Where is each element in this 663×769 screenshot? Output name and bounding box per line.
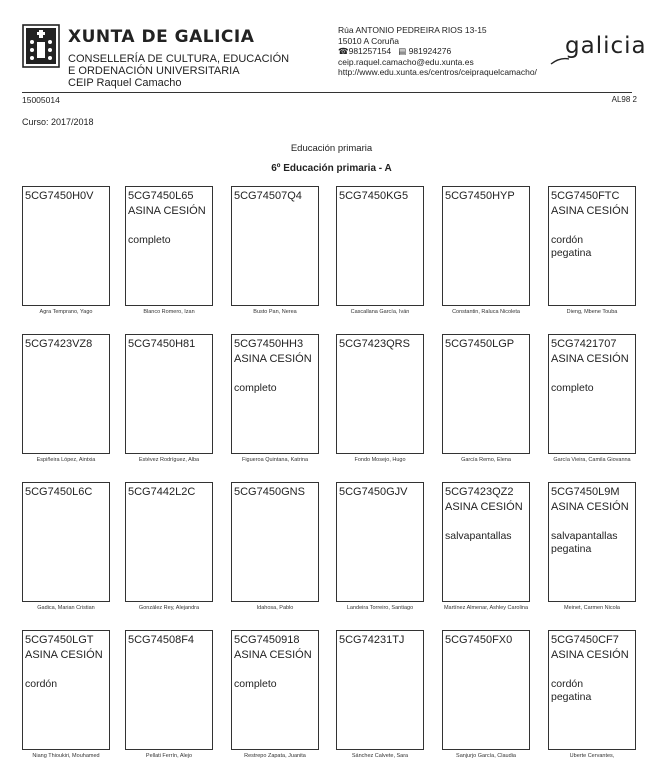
- student-name: Blanco Romero, Izan: [143, 309, 195, 315]
- contact-block: [338, 25, 537, 78]
- department-line-2: E ORDENACIÓN UNIVERSITARIA: [68, 65, 240, 77]
- student-card: [442, 482, 530, 602]
- phone-fax-line: [338, 46, 537, 57]
- fax-number: 981924276: [408, 46, 452, 56]
- device-serial: 5CG7450918: [234, 634, 300, 646]
- student-card: [336, 334, 424, 454]
- student-card: [231, 334, 319, 454]
- student-card: [336, 630, 424, 750]
- class-group-title: 6º Educación primaria - A: [271, 163, 392, 174]
- device-serial: 5CG7450GJV: [339, 486, 408, 498]
- web-address: http://www.edu.xunta.es/centros/ceipraquelcamacho/: [338, 67, 537, 77]
- student-name: Martínez Almenar, Ashley Carolina: [443, 605, 529, 611]
- student-name: Fondo Mosejo, Hugo: [354, 457, 406, 463]
- device-serial: 5CG7421707: [551, 338, 617, 350]
- device-serial: 5CG7450LGT: [25, 634, 94, 646]
- xunta-crest-logo: [22, 24, 60, 68]
- student-card: [442, 334, 530, 454]
- student-name: García Remo, Elena: [461, 457, 511, 463]
- student-card: [336, 482, 424, 602]
- email-address: ceip.raquel.camacho@edu.xunta.es: [338, 56, 474, 67]
- consent-label: ASINA CESIÓN: [25, 649, 103, 661]
- student-name: Figueroa Quintana, Katrina: [241, 457, 309, 463]
- device-serial: 5CG7450KG5: [339, 190, 409, 202]
- consent-label: ASINA CESIÓN: [551, 501, 629, 513]
- header-divider: [22, 92, 632, 93]
- phone-number: 981257154: [348, 46, 392, 56]
- fax-icon: ▤: [398, 46, 407, 56]
- device-serial: 5CG7450FX0: [445, 634, 513, 646]
- student-name: González Rey, Alejandra: [138, 605, 200, 611]
- student-card: [231, 482, 319, 602]
- student-card: [125, 482, 213, 602]
- device-serial: 5CG7450L9M: [551, 486, 620, 498]
- student-name: Constantin, Raluca Nicoleta: [452, 309, 520, 315]
- school-year: Curso: 2017/2018: [22, 117, 94, 127]
- student-card: [442, 630, 530, 750]
- card-notes: completo: [234, 382, 277, 394]
- student-name: Sanjurjo García, Claudia: [456, 753, 516, 759]
- device-serial: 5CG7450HYP: [445, 190, 515, 202]
- consent-label: ASINA CESIÓN: [445, 501, 523, 513]
- device-serial: 5CG7450L6C: [25, 486, 93, 498]
- consent-label: ASINA CESIÓN: [234, 649, 312, 661]
- device-serial: 5CG74508F4: [128, 634, 195, 646]
- device-serial: 5CG7423QZ2: [445, 486, 514, 498]
- student-name: Espiñeira López, Aintxia: [36, 457, 96, 463]
- student-name: Meinet, Carmen Nicola: [564, 605, 620, 611]
- card-notes: completo: [551, 382, 594, 394]
- device-serial: 5CG7450LGP: [445, 338, 515, 350]
- student-card: [548, 186, 636, 306]
- school-name: CEIP Raquel Camacho: [68, 77, 182, 89]
- org-name: XUNTA DE GALICIA: [68, 27, 255, 47]
- student-card: [125, 334, 213, 454]
- card-notes: salvapantallas: [445, 530, 512, 542]
- address-line-2: 15010 A Coruña: [338, 35, 399, 46]
- student-card: [231, 630, 319, 750]
- student-card: [22, 186, 110, 306]
- student-name: García Vieira, Camila Giovanna: [553, 457, 631, 463]
- address-line-1: Rúa ANTONIO PEDREIRA RIOS 13-15: [338, 25, 487, 35]
- consent-label: ASINA CESIÓN: [551, 649, 629, 661]
- student-card: [548, 482, 636, 602]
- document-code: AL98 2: [611, 95, 637, 104]
- phone-icon: ☎: [338, 46, 349, 56]
- card-notes: cordón pegatina: [551, 678, 592, 703]
- student-name: Cascallana García, Iván: [350, 309, 410, 315]
- student-card: [125, 630, 213, 750]
- device-serial: 5CG74507Q4: [234, 190, 302, 202]
- student-name: Dieng, Mbene Touba: [566, 309, 618, 315]
- student-card: [22, 334, 110, 454]
- device-serial: 5CG7450GNS: [234, 486, 305, 498]
- device-serial: 5CG7450L65: [128, 190, 194, 202]
- card-notes: completo: [128, 234, 171, 246]
- student-name: Sánchez Calvete, Sara: [351, 753, 409, 759]
- school-code: 15005014: [22, 95, 60, 105]
- consent-label: ASINA CESIÓN: [128, 205, 206, 217]
- student-card: [125, 186, 213, 306]
- device-serial: 5CG7450CF7: [551, 634, 619, 646]
- student-name: Landeira Torreiro, Santiago: [346, 605, 414, 611]
- student-name: Idahosa, Pablo: [256, 605, 294, 611]
- device-serial: 5CG7442L2C: [128, 486, 196, 498]
- student-name: Restrepo Zapata, Juanita: [244, 753, 306, 759]
- education-level: Educación primaria: [290, 143, 373, 154]
- consent-label: ASINA CESIÓN: [234, 353, 312, 365]
- device-serial: 5CG7450H0V: [25, 190, 94, 202]
- card-notes: cordón pegatina: [551, 234, 592, 259]
- department-line-1: CONSELLERÍA DE CULTURA, EDUCACIÓN: [68, 53, 290, 65]
- student-card: [548, 334, 636, 454]
- student-name: Busto Pan, Nerea: [253, 309, 297, 315]
- student-card: [336, 186, 424, 306]
- device-serial: 5CG7450H81: [128, 338, 196, 350]
- student-card: [548, 630, 636, 750]
- student-name: Uberte Cervantes,: [569, 753, 615, 759]
- student-card: [231, 186, 319, 306]
- card-notes: completo: [234, 678, 277, 690]
- device-serial: 5CG7423VZ8: [25, 338, 93, 350]
- consent-label: ASINA CESIÓN: [551, 205, 629, 217]
- device-serial: 5CG7450HH3: [234, 338, 304, 350]
- galicia-logo: galicia: [565, 33, 647, 59]
- student-name: Pellati Ferrín, Alejo: [145, 753, 193, 759]
- consent-label: ASINA CESIÓN: [551, 353, 629, 365]
- card-notes: salvapantallas pegatina: [551, 530, 618, 555]
- student-name: Estévez Rodríguez, Alba: [138, 457, 200, 463]
- device-serial: 5CG7450FTC: [551, 190, 620, 202]
- device-serial: 5CG7423QRS: [339, 338, 410, 350]
- student-name: Niang Thioukiri, Mouhamed: [32, 753, 100, 759]
- card-notes: cordón: [25, 678, 58, 690]
- student-name: Gadica, Marian Cristian: [37, 605, 95, 611]
- student-name: Agra Temprano, Yago: [39, 309, 93, 315]
- student-card: [22, 630, 110, 750]
- galicia-logo-swoosh: [550, 56, 570, 66]
- student-card: [22, 482, 110, 602]
- device-serial: 5CG74231TJ: [339, 634, 405, 646]
- student-card: [442, 186, 530, 306]
